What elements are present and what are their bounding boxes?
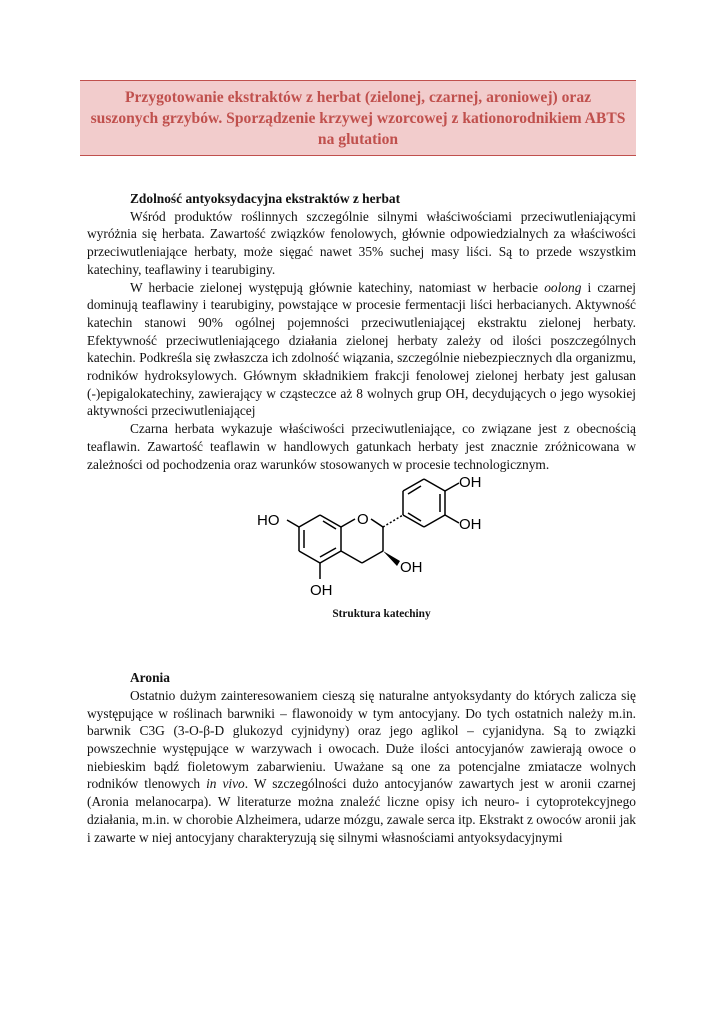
label-ho-left: HO bbox=[257, 512, 280, 530]
title-banner bbox=[80, 80, 636, 156]
paragraph-aronia bbox=[87, 687, 636, 846]
section-heading-aronia: Aronia bbox=[130, 670, 170, 686]
text-run: W herbacie zielonej występują głównie katechiny, natomiast w herbacie bbox=[130, 279, 545, 295]
document-body bbox=[87, 190, 636, 846]
text-run: i czarnej dominują teaflawiny i tearubiginy, powstające w procesie fermentacji liści herbacianych. Aktywność katechin stanowi 90% ogólnej pojemności przeciwutleniającej ekstraktu zielonej herbaty. Efektywność przeciwutleniającego działania zielonej herbaty zależy od ilości poszczególnych katechin. Podkreśla się zwłaszcza ich zdolność wiązania, szczególnie niebezpiecznych dla organizmu, rodników hydroksylowych. Głównym składnikiem frakcji fenolowej zielonej herbaty jest galusan (-)epigalokatechiny, zawierający w cząsteczce aż 8 wolnych grup OH, decydujących o jego wysokiej aktywności przeciwutleniającej bbox=[87, 279, 636, 419]
paragraph-green-tea bbox=[87, 279, 636, 421]
label-oh-top: OH bbox=[459, 477, 482, 492]
label-ring-oxygen: O bbox=[357, 511, 369, 529]
text-run: . W szczególności dużo antocyjanów zawartych jest w aronii czarnej (Aronia melanocarpa). W literaturze można znaleźć liczne opisy ich neuro- i cytoprotekcyjnego działania, m.in. w chorobie Alzheimera, udarze mózgu, zawale serca itp. Ekstrakt z owoców aronii jak i zawarte w niej antocyjany charakteryzują się silnymi własnościami antyoksydacyjnymi bbox=[87, 776, 636, 845]
label-oh-bottom: OH bbox=[310, 582, 333, 600]
section-heading-tea: Zdolność antyoksydacyjna ekstraktów z herbat bbox=[130, 191, 401, 206]
paragraph-black-tea: Czarna herbata wykazuje właściwości przeciwutleniające, co związane jest z obecnością teaflawin. Zawartość teaflawin w handlowych gatunkach herbaty jest znacznie zróżnicowana w zależności od pochodzenia oraz warunków stosowanych w procesie technologicznym. bbox=[87, 421, 636, 472]
document-title: Przygotowanie ekstraktów z herbat (zielonej, czarnej, aroniowej) oraz suszonych grzybów. Sporządzenie krzywej wzorcowej z kationorodnikiem ABTS na glutation bbox=[90, 88, 626, 148]
italic-term-oolong: oolong bbox=[544, 279, 582, 295]
catechin-figure bbox=[87, 477, 636, 627]
italic-term-in-vivo: in vivo bbox=[206, 776, 245, 792]
text-run: Ostatnio dużym zainteresowaniem cieszą się naturalne antyoksydanty do których zalicza się występujące w roślinach barwniki – flawonoidy w tym antocyjany. Do tych ostatnich należy m.in. barwnik C3G (3-O-β-D glukozyd cyjnidyny) oraz jego aglikol – cyjanidyna. Są to związki powszechnie występujące w warzywach i owocach. Duże ilości antocyjanów zawierają owoce o niebieskim bądź fioletowym zabarwieniu. Uważane są one za potencjalne zmiatacze wolnych rodników tlenowych bbox=[87, 687, 636, 792]
figure-caption: Struktura katechiny bbox=[332, 608, 431, 621]
label-oh-right: OH bbox=[459, 516, 482, 534]
label-oh-ring: OH bbox=[400, 559, 423, 577]
paragraph-tea-intro: Wśród produktów roślinnych szczególnie silnymi właściwościami przeciwutleniającymi wyróżnia się herbata. Zawartość związków fenolowych, głównie odpowiedzialnych za właściwości przeciwutleniające herbaty, może sięgać nawet 35% suchej masy liści. Są to przede wszystkim katechiny, teaflawiny i tearubiginy. bbox=[87, 208, 636, 277]
catechin-structure-diagram bbox=[257, 477, 517, 605]
spacer bbox=[87, 627, 636, 669]
